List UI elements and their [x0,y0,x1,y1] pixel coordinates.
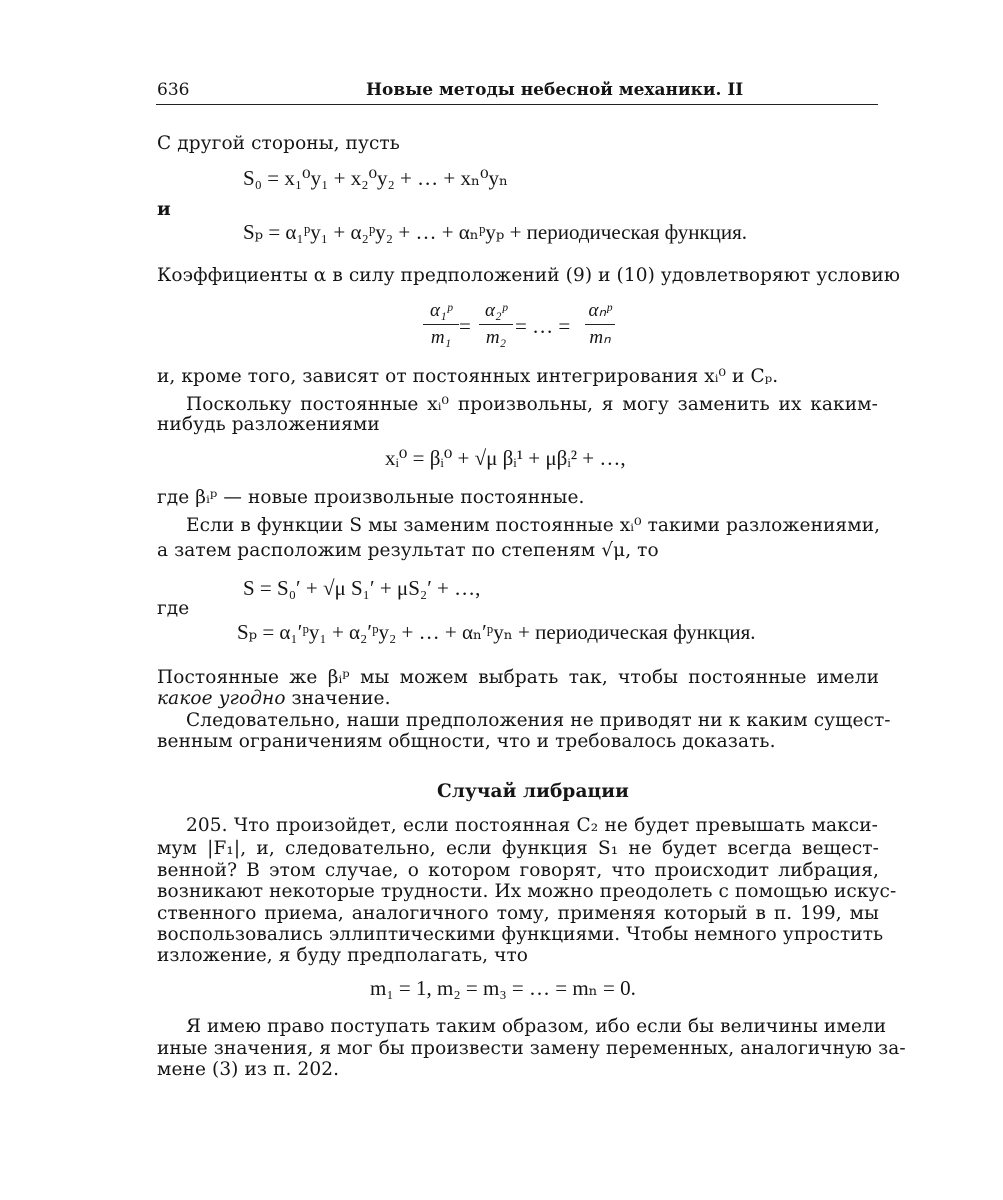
equation-s: S = S₀′ + √μ S₁′ + μS₂′ + …, [243,576,481,600]
text-line: Коэффициенты α в силу предположений (9) и (10) удовлетворяют условию [157,265,901,286]
equation-sp-prime: Sₚ = α₁′ᵖy₁ + α₂′ᵖy₂ + … + αₙ′ᵖyₙ + периодическая функция. [237,620,756,644]
equals-ellipsis: = … = [515,314,571,338]
fraction-denominator: m₁ [430,327,452,348]
header-rule [156,104,878,105]
equation-s0: S₀ = x₁⁰y₁ + x₂⁰y₂ + … + xₙ⁰yₙ [243,166,509,190]
text-line: иные значения, я мог бы произвести замену переменных, аналогичную за- [157,1038,906,1059]
fraction-numerator: αₙᵖ [588,300,612,321]
text-line: мум |F₁|, и, следовательно, если функция S₁ не будет всегда вещест- [157,838,879,859]
fraction-3 [585,300,615,349]
text-line: ственного приема, аналогичного тому, применяя который в п. 199, мы [157,903,879,924]
fraction-numerator: α₁ᵖ [430,300,452,321]
text-line: Если в функции S мы заменим постоянные xᵢ⁰ такими разложениями, [186,515,881,536]
text-line: и, кроме того, зависят от постоянных интегрирования xᵢ⁰ и Cₚ. [157,366,779,387]
text-line: возникают некоторые трудности. Их можно преодолеть с помощью искус- [157,881,897,902]
fraction-denominator: m₂ [485,327,507,348]
fraction-bar [585,324,615,325]
text-line [157,688,391,709]
fraction-bar [479,324,513,325]
equation-m: m₁ = 1, m₂ = m₃ = … = mₙ = 0. [370,976,636,1000]
fraction-denominator: mₙ [589,327,611,348]
text-line: Я имею право поступать таким образом, ибо если бы величины имели [186,1016,887,1037]
text-fragment: значение. [285,688,391,709]
text-line: а затем расположим результат по степеням √μ, то [157,540,659,561]
text-line: мене (3) из п. 202. [157,1059,340,1080]
text-line: где [157,598,190,619]
text-line: изложение, я буду предполагать, что [157,945,529,966]
equals-sign: = [459,314,471,338]
text-line: и [157,199,171,220]
text-line: Постоянные же βᵢᵖ мы можем выбрать так, чтобы постоянные имели [157,667,879,688]
page-number: 636 [157,80,190,100]
text-line: воспользовались эллиптическими функциями. Чтобы немного упростить [157,924,884,945]
italic-phrase: какое угодно [157,688,286,709]
text-line: Следовательно, наши предположения не приводят ни к каким сущест- [186,710,891,731]
fraction-numerator: α₂ᵖ [485,300,507,321]
text-line: 205. Что произойдет, если постоянная C₂ не будет превышать макси- [186,815,878,836]
section-heading: Случай либрации [437,781,629,802]
text-line: нибудь разложениями [157,414,380,435]
text-line: венной? В этом случае, о котором говорят, что происходит либрация, [157,860,879,881]
equation-xi: xᵢ⁰ = βᵢ⁰ + √μ βᵢ¹ + μβᵢ² + …, [385,446,626,470]
text-line: венным ограничениям общности, что и требовалось доказать. [157,731,776,752]
equation-sp: Sₚ = α₁ᵖy₁ + α₂ᵖy₂ + … + αₙᵖyₚ + периодическая функция. [243,220,748,244]
fraction-1 [423,300,459,349]
fraction-bar [423,324,459,325]
text-line: С другой стороны, пусть [157,133,400,154]
text-line: Поскольку постоянные xᵢ⁰ произвольны, я могу заменить их каким- [186,394,878,415]
text-line: где βᵢᵖ — новые произвольные постоянные. [157,487,585,508]
fraction-2 [479,300,513,349]
running-title: Новые методы небесной механики. II [366,80,744,100]
